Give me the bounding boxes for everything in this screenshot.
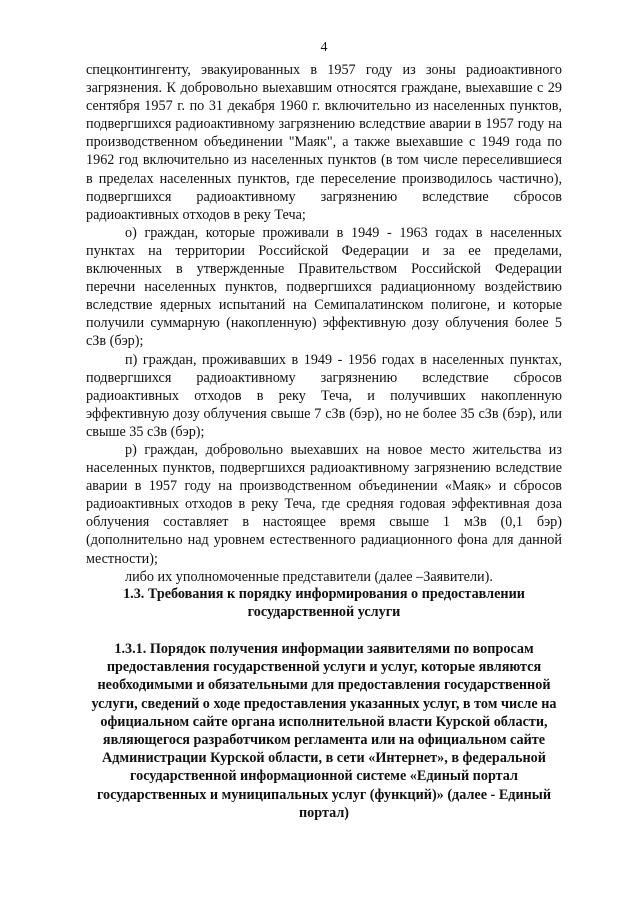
- page-number: 4: [320, 40, 328, 55]
- paragraph-item-o: о) граждан, которые проживали в 1949 - 1963 годах в населенных пунктах на территории Российской Федерации и за ее пределами, включенных в утвержденные Правительством Российской Федерации перечни населенных пунктов, подвергшихся радиационному воздействию вследствие ядерных испытаний на Семипалатинском полигоне, и которые получили суммарную (накопленную) эффективную дозу облучения более 5 сЗв (бэр);: [86, 224, 562, 350]
- paragraph-item-r: р) граждан, добровольно выехавших на новое место жительства из населенных пунктов, подвергшихся радиоактивному загрязнению вследствие аварии в 1957 году на производственном объединении «Маяк» и сбросов радиоактивных отходов в реку Теча, где средняя годовая эффективная доза облучения составляет в настоящее время свыше 1 мЗв (0,1 бэр) (дополнительно над уровнем естественного радиационного фона для данной местности);: [86, 441, 562, 567]
- section-heading-1-3-1: 1.3.1. Порядок получения информации заявителями по вопросам предоставления государственной услуги и услуг, которые являются необходимыми и обязательными для предоставления государственной услуги, сведений о ходе предоставления указанных услуг, в том числе на официальном сайте органа исполнительной власти Курской области, являющегося разработчиком регламента или на официальном сайте Администрации Курской области, в сети «Интернет», в федеральной государственной информационной системе «Единый портал государственных и муниципальных услуг (функций)» (далее - Единый портал): [91, 641, 557, 821]
- section-heading-1-3: 1.3. Требования к порядку информирования о предоставлении государственной услуги: [123, 586, 525, 621]
- paragraph-evacuees-continuation: спецконтингенту, эвакуированных в 1957 году из зоны радиоактивного загрязнения. К добровольно выехавшим относятся граждане, выехавшие с 29 сентября 1957 г. по 31 декабря 1960 г. включительно из населенных пунктов, подвергшихся радиоактивному загрязнению вследствие аварии в 1957 году на производственном объединении "Маяк", а также выехавшие с 1949 года по 1962 год включительно из населенных пунктов (в том числе переселившиеся в пределах населенных пунктов, где переселение производилось частично), подвергшихся радиоактивному загрязнению вследствие сбросов радиоактивных отходов в реку Теча;: [86, 62, 562, 223]
- paragraph-item-p: п) граждан, проживавших в 1949 - 1956 годах в населенных пунктах, подвергшихся радиоактивному загрязнению вследствие сбросов радиоактивных отходов в реку Теча, и получивших накопленную эффективную дозу облучения свыше 7 сЗв (бэр), но не более 35 сЗв (бэр), или свыше 35 сЗв (бэр);: [86, 351, 562, 440]
- body-text: [86, 61, 562, 586]
- paragraph-representatives: либо их уполномоченные представители (далее –Заявители).: [125, 568, 493, 585]
